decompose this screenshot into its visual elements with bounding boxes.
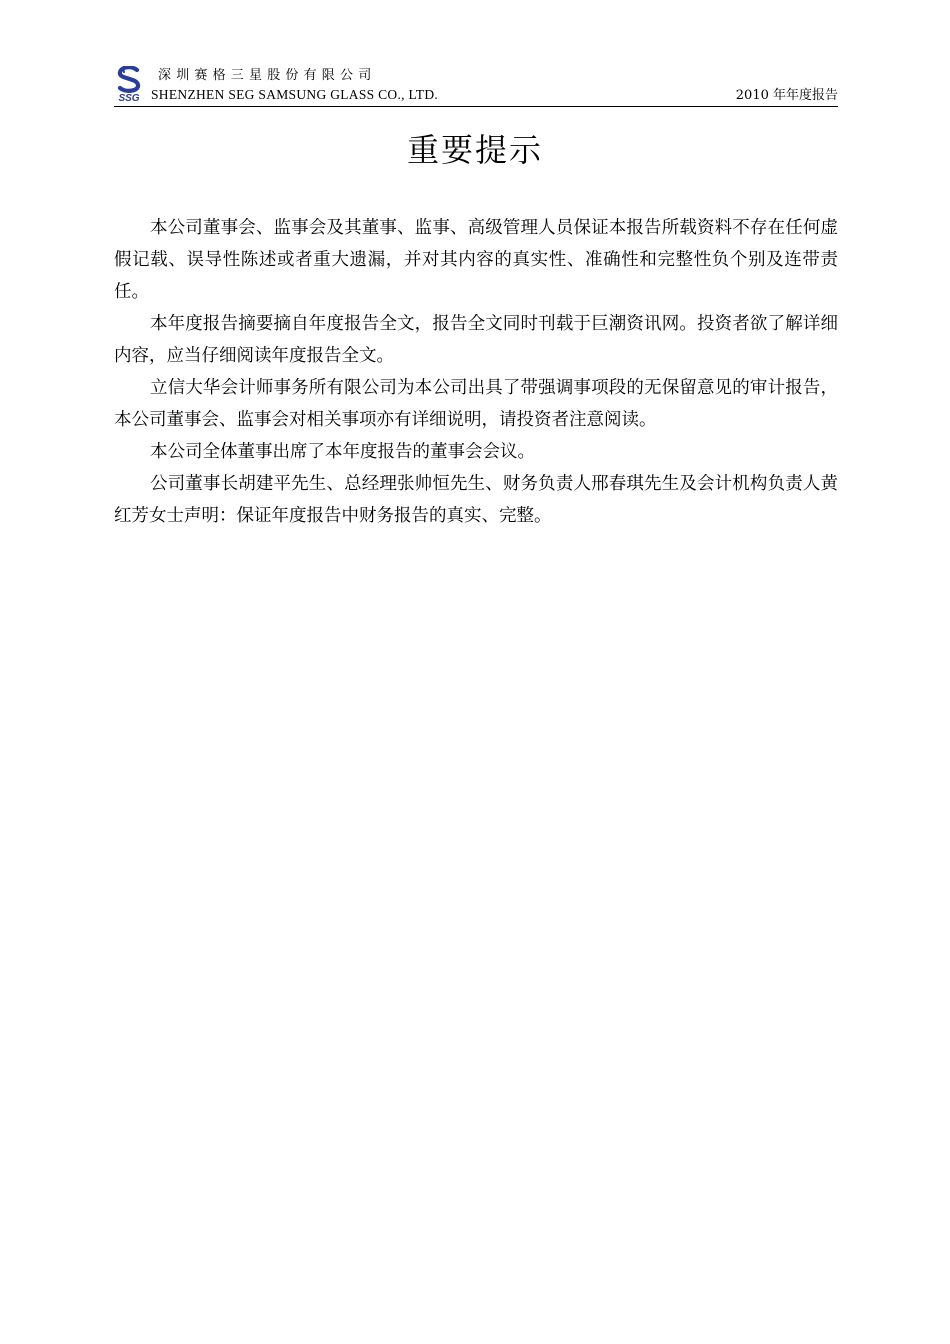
logo-text: SSG bbox=[118, 93, 140, 102]
ssg-logo-icon bbox=[114, 66, 144, 102]
paragraph: 本公司全体董事出席了本年度报告的董事会会议。 bbox=[150, 442, 535, 462]
page-header bbox=[114, 66, 838, 108]
paragraph: 立信大华会计师事务所有限公司为本公司出具了带强调事项段的无保留意见的审计报告，本公司董事会、监事会对相关事项亦有详细说明，请投资者注意阅读。 bbox=[114, 378, 838, 430]
report-label: 2010 年年度报告 bbox=[735, 88, 838, 103]
header-divider bbox=[114, 106, 838, 107]
company-name-en: SHENZHEN SEG SAMSUNG GLASS CO., LTD. bbox=[151, 87, 439, 102]
document-body bbox=[114, 212, 838, 532]
company-name-cn: 深圳赛格三星股份有限公司 bbox=[158, 68, 377, 83]
paragraph: 本公司董事会、监事会及其董事、监事、高级管理人员保证本报告所载资料不存在任何虚假记载、误导性陈述或者重大遗漏，并对其内容的真实性、准确性和完整性负个别及连带责任。 bbox=[114, 218, 838, 302]
paragraph: 公司董事长胡建平先生、总经理张帅恒先生、财务负责人邢春琪先生及会计机构负责人黄红芳女士声明：保证年度报告中财务报告的真实、完整。 bbox=[114, 474, 838, 526]
paragraph: 本年度报告摘要摘自年度报告全文，报告全文同时刊载于巨潮资讯网。投资者欲了解详细内容，应当仔细阅读年度报告全文。 bbox=[114, 314, 838, 366]
page-title: 重要提示 bbox=[406, 131, 543, 169]
